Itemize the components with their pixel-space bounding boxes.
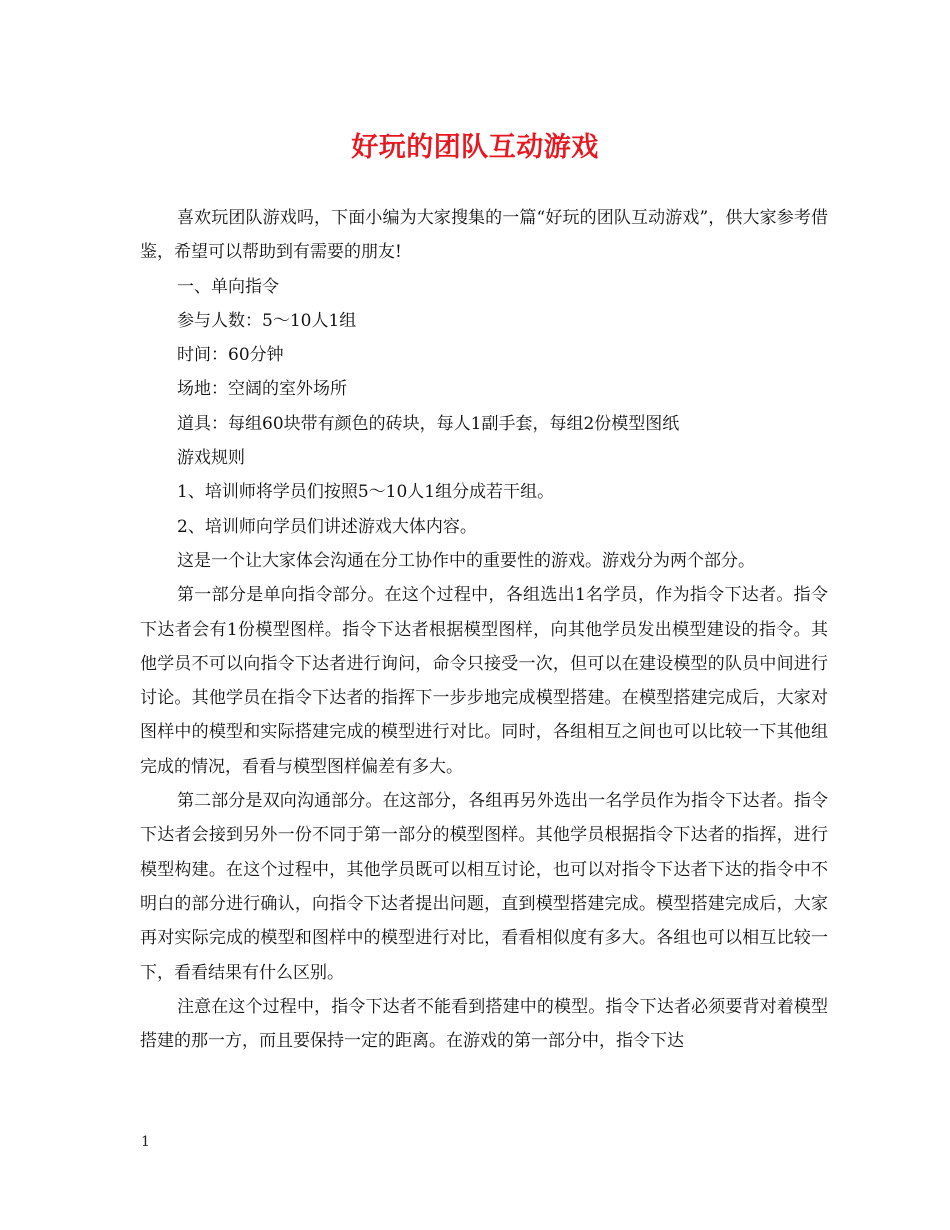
paragraph-intro: 喜欢玩团队游戏吗，下面小编为大家搜集的一篇“好玩的团队互动游戏”，供大家参考借鉴，希望可以帮助到有需要的朋友! — [140, 208, 828, 263]
paragraph-part-one: 第一部分是单向指令部分。在这个过程中，各组选出1名学员，作为指令下达者。指令下达者会有1份模型图样。指令下达者根据模型图样，向其他学员发出模型建设的指令。其他学员不可以向指令下达者进行询问，命令只接受一次，但可以在建设模型的队员中间进行讨论。其他学员在指令下达者的指挥下一步步地完成模型搭建。在模型搭建完成后，大家对图样中的模型和实际搭建完成的模型进行对比。同时，各组相互之间也可以比较一下其他组完成的情况，看看与模型图样偏差有多大。 — [140, 585, 828, 777]
paragraph-participants: 参与人数：5～10人1组 — [177, 310, 357, 331]
paragraph-part-two: 第二部分是双向沟通部分。在这部分，各组再另外选出一名学员作为指令下达者。指令下达者会接到另外一份不同于第一部分的模型图样。其他学员根据指令下达者的指挥，进行模型构建。在这个过程中，其他学员既可以相互讨论，也可以对指令下达者下达的指令中不明白的部分进行确认，向指令下达者提出问题，直到模型搭建完成。模型搭建完成后，大家再对实际完成的模型和图样中的模型进行对比，看看相似度有多大。各组也可以相互比较一下，看看结果有什么区别。 — [140, 791, 828, 983]
document-body — [140, 201, 828, 1058]
page-number: 1 — [141, 1134, 150, 1150]
paragraph-section-heading: 一、单向指令 — [177, 276, 279, 297]
paragraph-props: 道具：每组60块带有颜色的砖块，每人1副手套，每组2份模型图纸 — [177, 413, 680, 434]
paragraph-rule-2: 2、培训师向学员们讲述游戏大体内容。 — [177, 516, 477, 537]
paragraph-rules-heading: 游戏规则 — [177, 448, 245, 469]
paragraph-rule-1: 1、培训师将学员们按照5～10人1组分成若干组。 — [177, 482, 555, 503]
paragraph-time: 时间：60分钟 — [177, 345, 284, 366]
paragraph-venue: 场地：空阔的室外场所 — [177, 379, 347, 400]
paragraph-overview: 这是一个让大家体会沟通在分工协作中的重要性的游戏。游戏分为两个部分。 — [177, 550, 755, 571]
document-title: 好玩的团队互动游戏 — [351, 132, 599, 163]
paragraph-note: 注意在这个过程中，指令下达者不能看到搭建中的模型。指令下达者必须要背对着模型搭建的那一方，而且要保持一定的距离。在游戏的第一部分中，指令下达 — [140, 996, 828, 1052]
